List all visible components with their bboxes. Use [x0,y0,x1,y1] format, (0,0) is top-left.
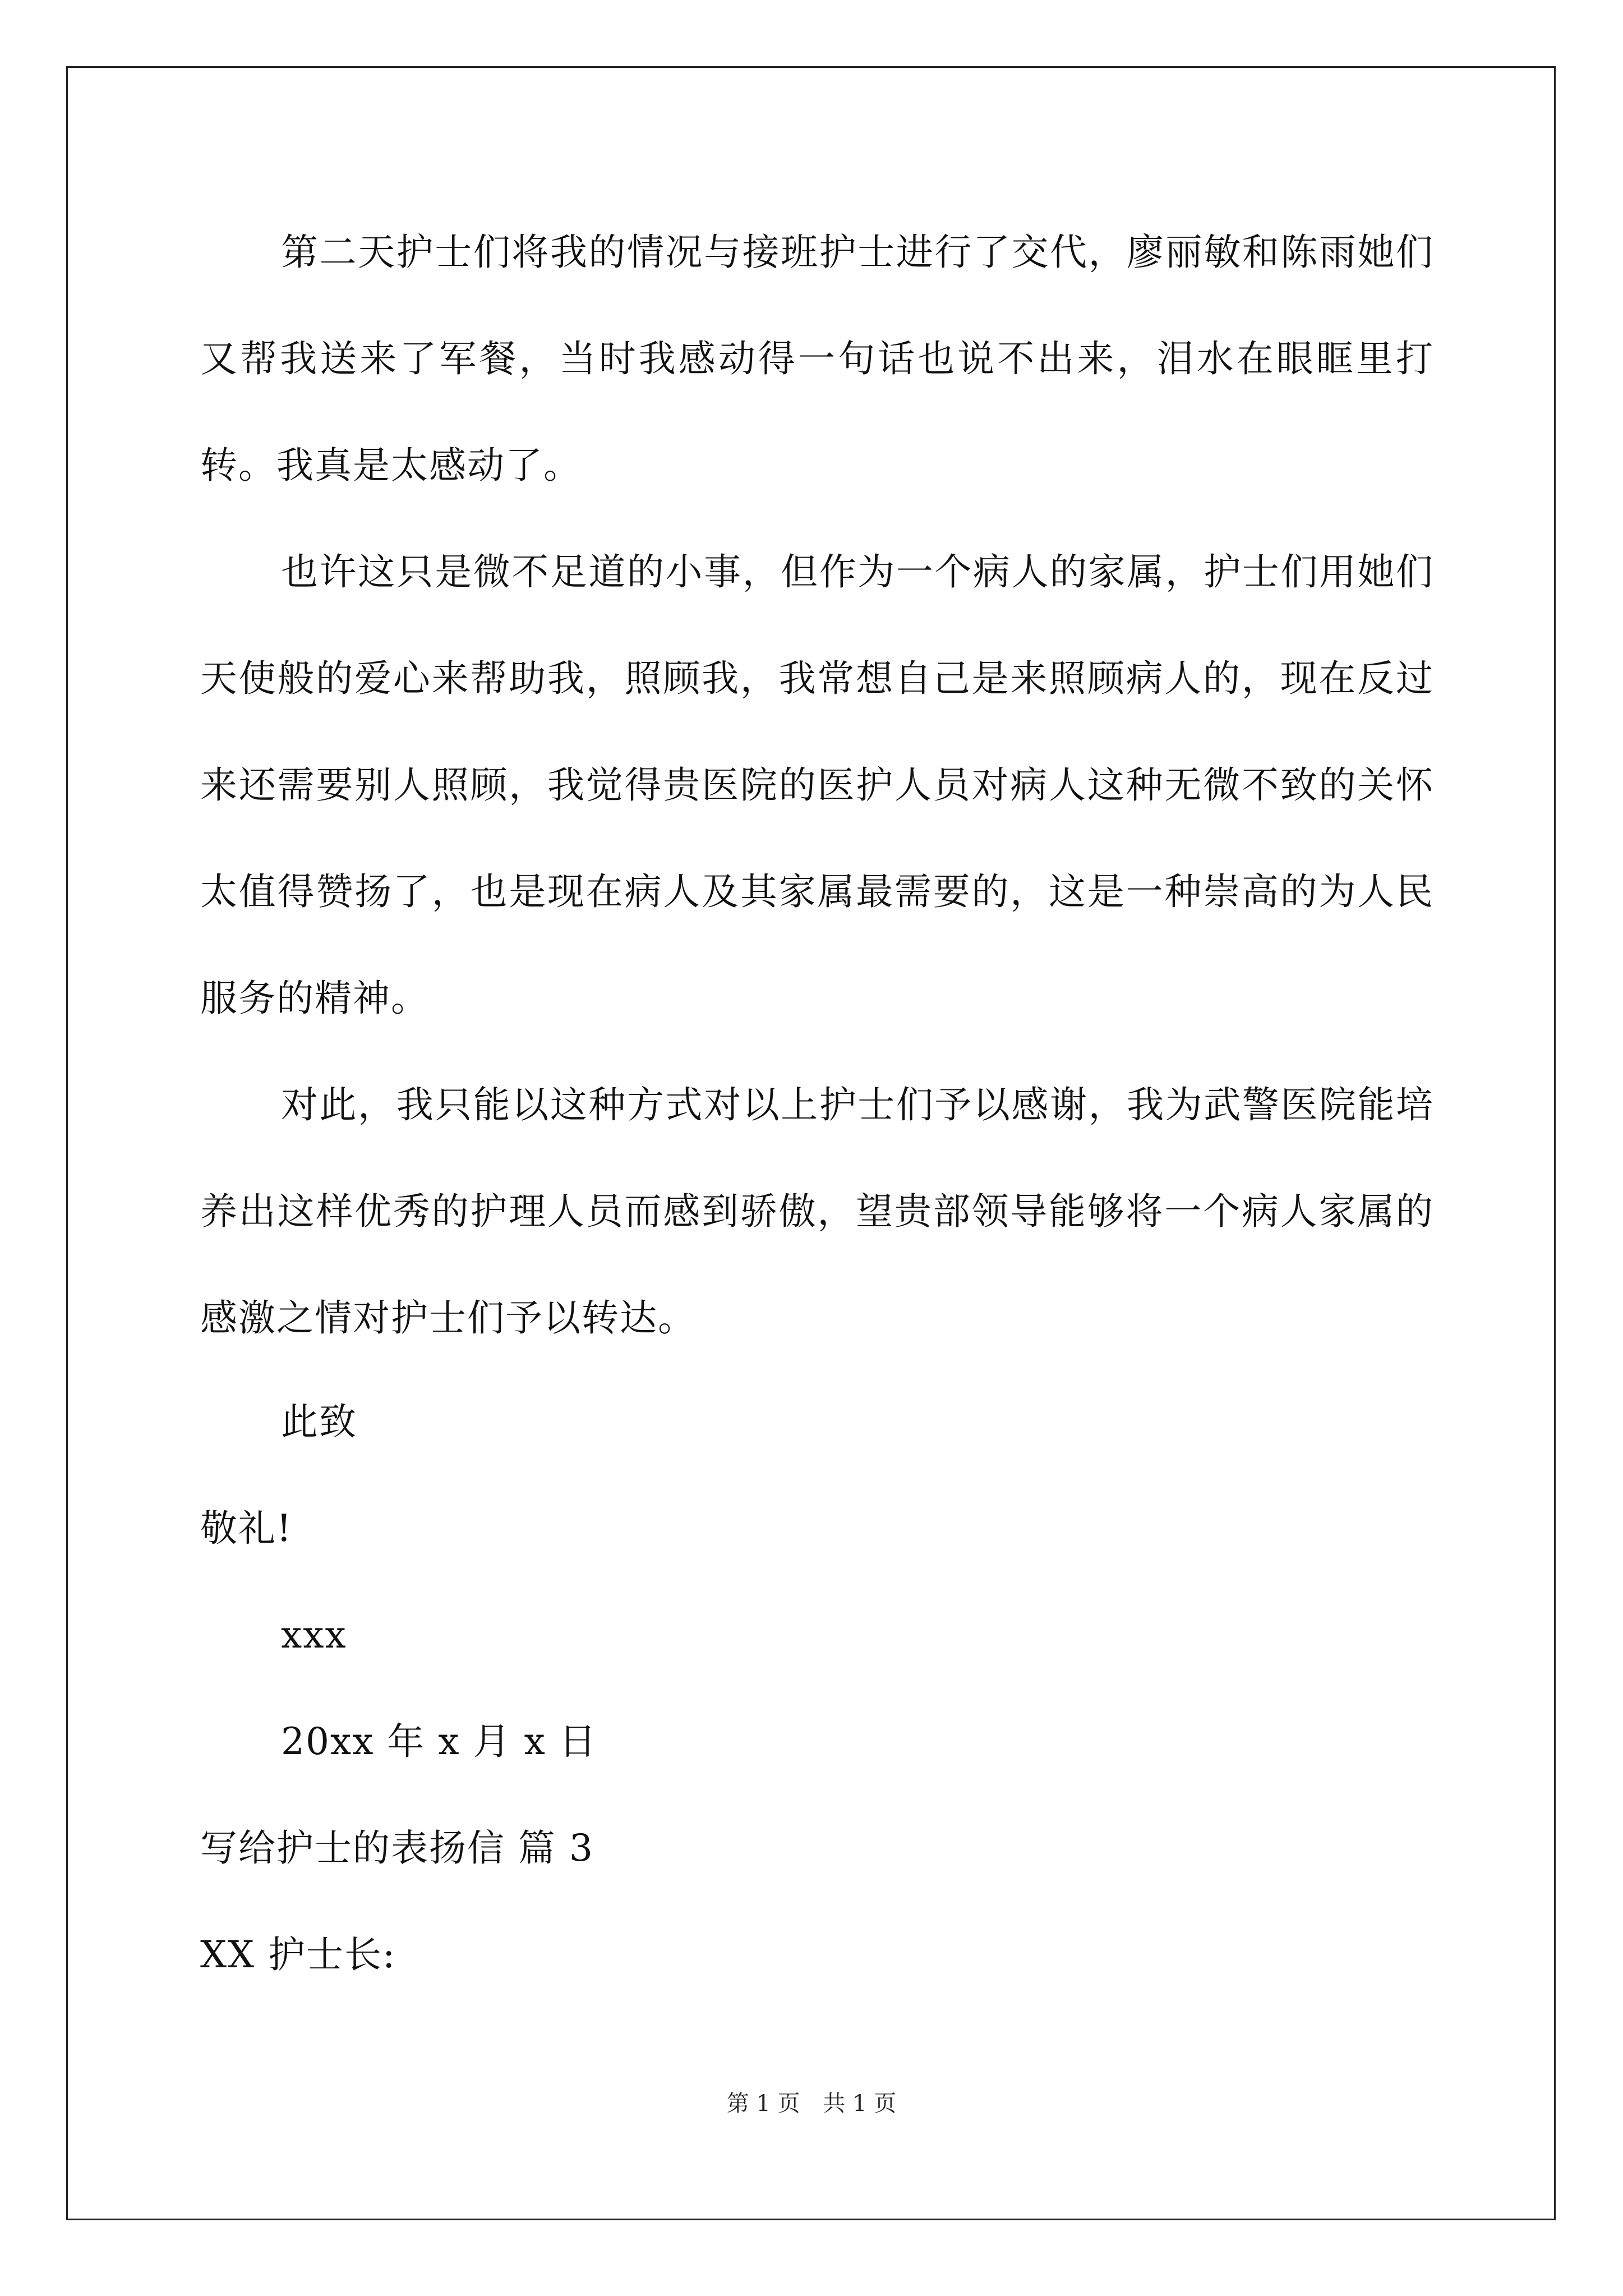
page-total: 共 1 页 [823,2091,897,2116]
greeting-line: XX 护士长: [200,1933,396,1976]
closing-line: 此致 [281,1400,357,1443]
paragraph-1: 第二天护士们将我的情况与接班护士进行了交代，廖丽敏和陈雨她们又帮我送来了军餐，当时我感动得一句话也说不出来，泪水在眼眶里打转。我真是太感动了。 [200,231,1434,487]
paragraph-2: 也许这只是微不足道的小事，但作为一个病人的家属，护士们用她们天使般的爱心来帮助我，照顾我，我常想自己是来照顾病人的，现在反过来还需要别人照顾，我觉得贵医院的医护人员对病人这种无微不致的关怀太值得赞扬了，也是现在病人及其家属最需要的，这是一种崇高的为人民服务的精神。 [200,550,1434,1020]
date-line: 20xx 年 x 月 x 日 [281,1720,597,1763]
page-footer [0,2090,1623,2118]
page-current: 第 1 页 [726,2091,800,2116]
section-title: 写给护士的表扬信 篇 3 [200,1826,594,1870]
paragraph-3: 对此，我只能以这种方式对以上护士们予以感谢，我为武警医院能培养出这样优秀的护理人员而感到骄傲，望贵部领导能够将一个病人家属的感激之情对护士们予以转达。 [200,1083,1434,1340]
signature-line: xxx [281,1613,347,1657]
salute-line: 敬礼! [200,1507,293,1550]
